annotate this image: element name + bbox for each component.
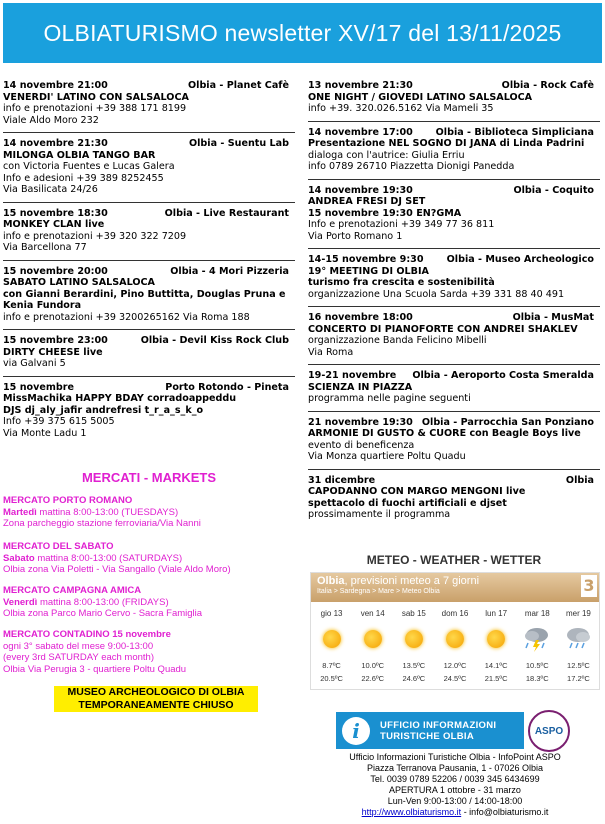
event-location: Olbia - Biblioteca Simpliciana (435, 126, 594, 138)
weather-temp-min: 13.5ºC (402, 661, 426, 670)
event-title: CONCERTO DI PIANOFORTE CON ANDREI SHAKLEV (308, 323, 578, 335)
event-title: Presentazione NEL SOGNO DI JANA di Linda Padrini (308, 138, 585, 149)
mercati-title: MERCATI - MARKETS (81, 470, 217, 485)
event-divider (308, 364, 600, 365)
market-name: MERCATO DEL SABATO (3, 541, 114, 552)
contact-line: Ufficio Informazioni Turistiche Olbia - InfoPoint ASPO (349, 752, 561, 762)
event-title: VENERDI' LATINO CON SALSALOCA (3, 91, 189, 103)
weather-day-name: lun 17 (485, 609, 508, 618)
event-item (3, 138, 295, 203)
event-item (308, 417, 600, 470)
event-item (308, 370, 600, 412)
weather-widget[interactable] (310, 572, 600, 690)
weather-temp-max: 24.6ºC (402, 674, 426, 683)
weather-temp-min: 8.7ºC (322, 661, 341, 670)
event-location: Olbia - Live Restaurant (164, 207, 289, 219)
event-title: SCIENZA IN PIAZZA (308, 381, 413, 393)
event-detail: Via Barcellona 77 (3, 242, 87, 253)
event-item (308, 80, 600, 122)
weather-temp-min: 12.5ºC (567, 661, 590, 670)
event-title: SABATO LATINO SALSALOCA (3, 277, 155, 288)
weather-temp-min: 10.0ºC (361, 661, 385, 670)
aspo-text: ASPO (534, 725, 564, 737)
museo-line2: TEMPORANEAMENTE CHIUSO (78, 699, 234, 711)
weather-temp-max: 21.5ºC (484, 674, 508, 683)
event-date: 15 novembre 20:00 (3, 265, 108, 277)
event-location: Olbia - MusMat (512, 312, 594, 323)
museo-line1: MUSEO ARCHEOLOGICO DI OLBIA (67, 686, 245, 698)
event-detail: programma nelle pagine seguenti (308, 393, 471, 404)
event-item (308, 254, 600, 307)
weather-breadcrumb: Italia > Sardegna > Mare > Meteo Olbia (317, 588, 440, 595)
event-detail: Via Monte Ladu 1 (3, 427, 87, 439)
event-date: 14-15 novembre 9:30 (308, 254, 424, 265)
event-title: MILONGA OLBIA TANGO BAR (3, 149, 156, 161)
weather-city: Olbia (317, 575, 345, 587)
event-title: ONE NIGHT / GIOVEDI LATINO SALSALOCA (308, 91, 533, 103)
weather-day (352, 609, 393, 683)
weather-day-name: mar 18 (524, 609, 550, 618)
event-divider (3, 376, 295, 377)
event-title: MONKEY CLAN live (3, 219, 105, 230)
event-divider (308, 469, 600, 470)
event-detail: Via Roma (308, 346, 354, 358)
contact-email: - info@olbiaturismo.it (461, 807, 549, 817)
ufficio-logo-line1: UFFICIO INFORMAZIONI (380, 719, 497, 731)
event-location: Olbia - Suentu Lab (188, 138, 289, 149)
market-place: Olbia Via Perugia 3 - quartiere Poltu Quadu (3, 663, 187, 675)
weather-temp-max: 17.2ºC (567, 674, 590, 683)
event-date: 15 novembre (3, 381, 74, 393)
event-date: 14 novembre 21:00 (3, 80, 108, 91)
event-title: 19° MEETING DI OLBIA (308, 265, 429, 277)
event-detail: info 0789 26710 Piazzetta Dionigi Panedda (308, 161, 515, 172)
weather-day-name: sab 15 (401, 609, 426, 618)
market-time: mattina 8:00-13:00 (FRIDAYS) (37, 596, 169, 608)
weather-day (517, 609, 558, 683)
event-detail: info e prenotazioni +39 388 171 8199 (3, 103, 187, 114)
event-item (3, 266, 295, 331)
event-location: Olbia - Planet Cafè (188, 80, 289, 91)
meteo-title: METEO - WEATHER - WETTER (366, 553, 542, 567)
info-icon: i (342, 717, 370, 745)
event-divider (3, 132, 295, 133)
weather-day-name: gio 13 (320, 609, 343, 618)
event-detail: Via Basilicata 24/26 (3, 184, 98, 195)
market-place: Olbia zona Via Poletti - Via Sangallo (Viale Aldo Moro) (3, 564, 231, 575)
thunderstorm-icon (517, 621, 558, 657)
event-title: ANDREA FRESI DJ SET (308, 196, 426, 207)
weather-subtitle: , previsioni meteo a 7 giorni (344, 575, 480, 587)
event-item (3, 335, 295, 377)
event-title: DIRTY CHEESE live (3, 346, 103, 358)
weather-day-name: mer 19 (565, 609, 591, 618)
weather-temp-min: 12.0ºC (443, 661, 467, 670)
event-title: CAPODANNO CON MARGO MENGONI live (308, 486, 526, 497)
event-location: Olbia - Devil Kiss Rock Club (140, 335, 289, 346)
sun-icon (476, 621, 517, 657)
event-date: 21 novembre 19:30 (308, 416, 413, 428)
market-place: Olbia zona Parco Mario Cervo - Sacra Famiglia (3, 608, 203, 619)
event-detail: organizzazione Una Scuola Sarda +39 331 88 40 491 (308, 288, 565, 300)
contact-line: Lun-Ven 9:00-13:00 / 14:00-18:00 (387, 796, 523, 806)
contact-line: APERTURA 1 ottobre - 31 marzo (389, 785, 521, 795)
event-detail: Info e prenotazioni +39 349 77 36 811 (308, 219, 495, 230)
event-date: 15 novembre 23:00 (3, 335, 108, 346)
website-link[interactable]: http://www.olbiaturismo.it (361, 807, 462, 817)
event-divider (3, 329, 295, 330)
market-day: Venerdì (3, 596, 38, 608)
event-detail: con Victoria Fuentes e Lucas Galera (3, 161, 175, 172)
event-date: 16 novembre 18:00 (308, 312, 413, 323)
event-divider (3, 202, 295, 203)
event-item (3, 208, 295, 261)
event-detail: Via Monza quartiere Poltu Quadu (308, 451, 466, 462)
event-divider (308, 179, 600, 180)
ufficio-logo (336, 712, 524, 749)
contact-line: Tel. 0039 0789 52206 / 0039 345 6434699 (370, 774, 540, 784)
event-title: MissMachika HAPPY BDAY corradoappeddu (3, 393, 237, 404)
event-detail: evento di beneficenza (308, 439, 415, 451)
weather-day-name: dom 16 (441, 609, 469, 618)
event-detail: info +39. 320.026.5162 Via Mameli 35 (308, 103, 494, 114)
event-detail: info e prenotazioni +39 3200265162 Via Roma 188 (3, 311, 250, 323)
market-sabato (3, 541, 295, 576)
weather-temp-max: 24.5ºC (443, 674, 467, 683)
event-detail: dialoga con l'autrice: Giulia Erriu (308, 149, 465, 161)
event-divider (308, 411, 600, 412)
event-item (308, 312, 600, 365)
sun-icon (352, 621, 393, 657)
event-location: Olbia - Parrocchia San Ponziano (421, 416, 594, 428)
contact-info (310, 752, 600, 818)
event-location: Olbia (565, 474, 594, 486)
event-subtitle: turismo fra crescita e sostenibilità (308, 277, 495, 288)
event-item (308, 185, 600, 250)
weather-header (311, 573, 599, 602)
market-day: Martedì (3, 506, 37, 518)
event-subtitle: DJS dj_aly_jafir andrefresi t_r_a_s_k_o (3, 404, 204, 416)
event-location: Olbia - 4 Mori Pizzeria (170, 265, 289, 277)
weather-temp-max: 18.3ºC (525, 674, 549, 683)
event-subtitle: 15 novembre 19:30 EN?GMA (308, 207, 462, 219)
weather-day (558, 609, 599, 683)
market-time: mattina 8:00-13:00 (TUESDAYS) (36, 506, 179, 518)
market-place: Zona parcheggio stazione ferroviaria/Via Nanni (3, 518, 201, 529)
weather-days (311, 602, 599, 683)
weather-temp-max: 22.6ºC (361, 674, 385, 683)
event-title: ARMONIE DI GUSTO & CUORE con Beagle Boys live (308, 428, 581, 439)
event-detail: info e prenotazioni +39 320 322 7209 (3, 230, 187, 242)
event-date: 15 novembre 18:30 (3, 207, 108, 219)
event-item (3, 80, 295, 133)
sun-icon (311, 621, 352, 657)
weather-logo: 3 (581, 575, 597, 597)
event-location: Porto Rotondo - Pineta (165, 381, 289, 393)
event-date: 13 novembre 21:30 (308, 80, 413, 91)
weather-temp-min: 14.1ºC (484, 661, 508, 670)
market-day: Sabato (3, 552, 35, 564)
weather-day (311, 609, 352, 683)
event-location: Olbia - Museo Archeologico (446, 254, 594, 265)
market-campagna-amica (3, 585, 295, 620)
market-time: mattina 8:00-13:00 (SATURDAYS) (34, 552, 183, 564)
market-extra: (every 3rd SATURDAY each month) (3, 652, 154, 663)
event-subtitle: spettacolo di fuochi artificiali e djset (308, 497, 507, 509)
market-porto-romano (3, 495, 295, 530)
weather-temp-min: 10.5ºC (525, 661, 549, 670)
event-divider (3, 260, 295, 261)
sun-icon (393, 621, 434, 657)
cloud-rain-icon (558, 621, 599, 657)
event-detail: organizzazione Banda Felicino Mibelli (308, 335, 487, 346)
right-events-column (308, 80, 600, 521)
market-name: MERCATO PORTO ROMANO (3, 495, 133, 506)
sun-icon (434, 621, 475, 657)
event-date: 14 novembre 17:00 (308, 126, 413, 138)
event-item (308, 127, 600, 180)
event-location: Olbia - Aeroporto Costa Smeralda (412, 370, 594, 381)
event-date: 14 novembre 19:30 (308, 184, 413, 196)
contact-line: Piazza Terranova Pausania, 1 - 07026 Olbia (367, 763, 543, 773)
weather-day (476, 609, 517, 683)
weather-temp-max: 20.5ºC (320, 674, 343, 683)
event-date: 14 novembre 21:30 (3, 138, 108, 149)
event-location: Olbia - Rock Cafè (501, 80, 594, 91)
newsletter-header (3, 3, 602, 63)
newsletter-title: OLBIATURISMO newsletter XV/17 del 13/11/2025 (43, 19, 562, 46)
aspo-logo (528, 710, 570, 752)
event-location: Olbia - Coquito (513, 184, 594, 196)
event-divider (308, 121, 600, 122)
market-name: MERCATO CAMPAGNA AMICA (3, 585, 142, 596)
weather-day (393, 609, 434, 683)
event-item (308, 475, 600, 521)
market-contadino (3, 629, 295, 675)
weather-day-name: ven 14 (360, 609, 385, 618)
event-detail: Viale Aldo Moro 232 (3, 114, 99, 126)
event-detail: Info +39 375 615 5005 (3, 416, 115, 427)
ufficio-logo-line2: TURISTICHE OLBIA (380, 730, 474, 742)
event-date: 19-21 novembre (308, 370, 397, 381)
weather-day (434, 609, 475, 683)
event-detail: via Galvani 5 (3, 358, 66, 369)
left-events-column (3, 80, 295, 439)
museo-notice (54, 686, 258, 712)
event-item (3, 382, 295, 440)
event-subtitle: con Gianni Berardini, Pino Buttitta, Douglas Pruna e Kenia Fundora (3, 288, 286, 311)
event-detail: prossimamente il programma (308, 509, 451, 520)
event-date: 31 dicembre (308, 474, 376, 486)
market-time: ogni 3° sabato del mese 9:00-13:00 (3, 640, 154, 652)
event-detail: Info e adesioni +39 389 8252455 (3, 172, 164, 184)
event-detail: Via Porto Romano 1 (308, 230, 403, 242)
event-divider (308, 248, 600, 249)
event-divider (308, 306, 600, 307)
market-name: MERCATO CONTADINO 15 novembre (3, 629, 171, 640)
